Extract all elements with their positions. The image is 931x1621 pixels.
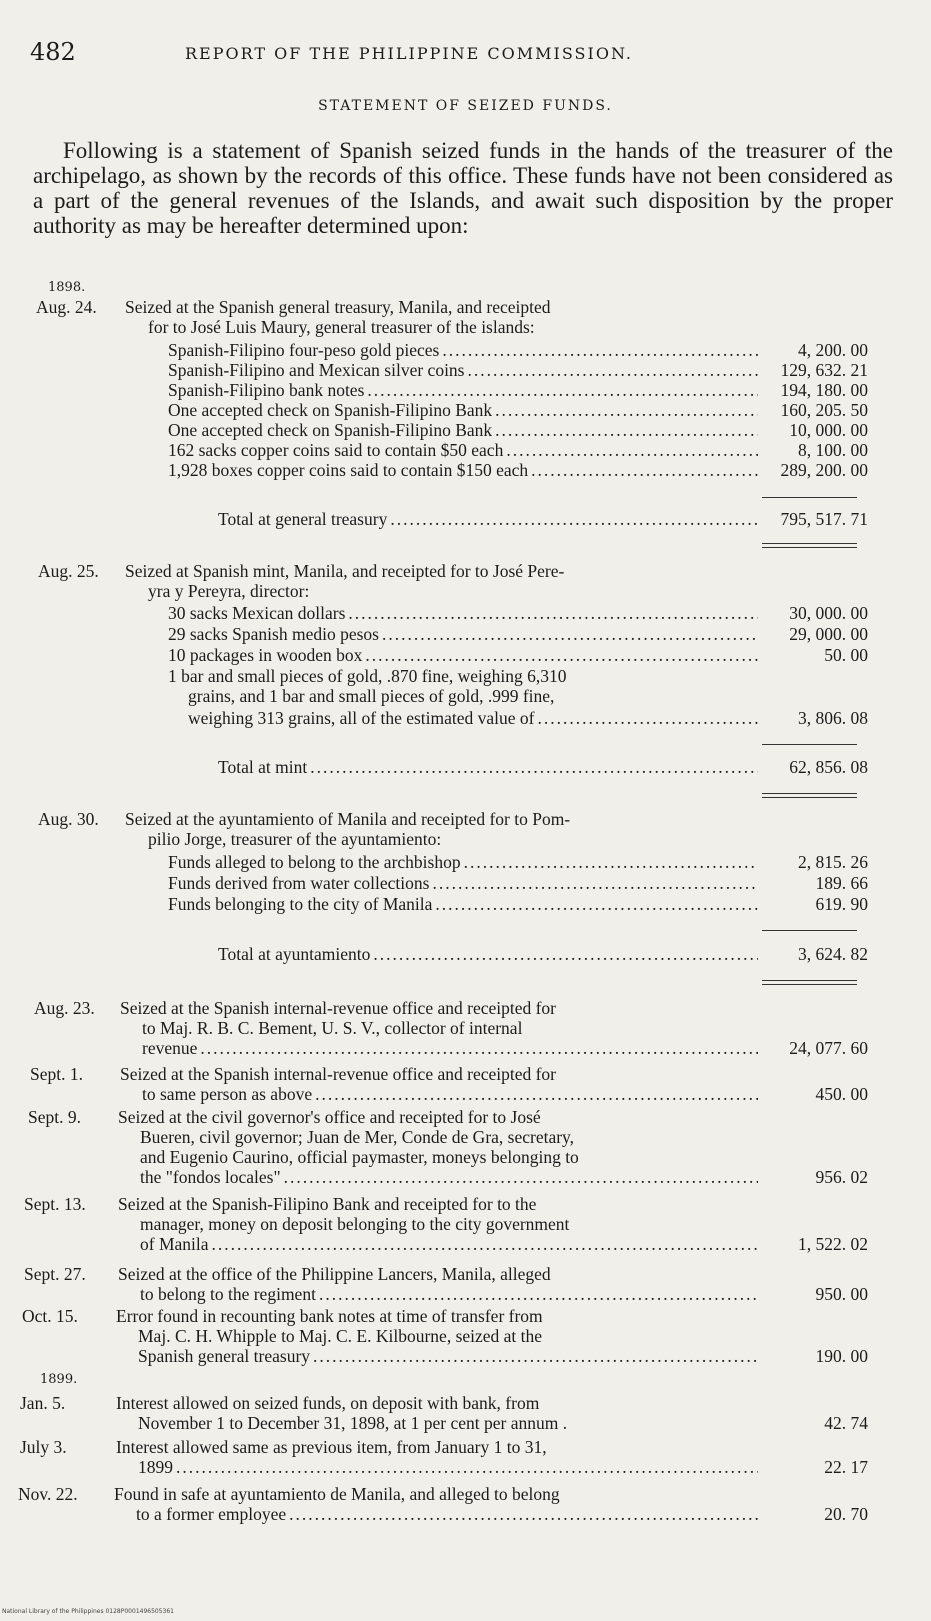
subtotal-rule [762,497,857,498]
line-item-amount: 190. 00 [815,1346,868,1366]
scan-footer: National Library of the Philippines 0128P0001496505361 [2,1608,174,1615]
line-item [168,894,758,914]
line-item [168,624,758,644]
running-title: REPORT OF THE PHILIPPINE COMMISSION. [185,44,634,63]
total-amount: 795, 517. 71 [780,509,868,529]
line-item-amount: 24, 077. 60 [789,1038,868,1058]
dot-leader [364,380,758,400]
line-item-amount: 29, 000. 00 [789,624,868,644]
entry-description: Found in safe at ayuntamiento de Manila, and alleged to belong [114,1484,560,1504]
entry-description: manager, money on deposit belonging to the city government [140,1214,570,1234]
intro-paragraph: Following is a statement of Spanish seized funds in the hands of the treasurer of the archipelago, as shown by the records of this office. These funds have not been considered as a part of the general revenues of the Islands, and await such disposition by the proper authority as may be hereafter determined upon: [33,138,893,238]
line-item-label: Spanish-Filipino bank notes [168,380,365,400]
entry-date: Sept. 1. [30,1064,83,1084]
entry-date: Aug. 23. [34,998,95,1018]
line-item-label: Spanish general treasury [138,1346,311,1366]
line-item-label: One accepted check on Spanish-Filipino Bank [168,400,493,420]
total-double-rule [762,793,857,798]
line-item-amount: 50. 00 [824,645,868,665]
line-item-amount: 22. 17 [824,1457,868,1477]
line-item-amount: 956. 02 [815,1167,868,1187]
line-item-label: Funds belonging to the city of Manila [168,894,433,914]
entry-date: Jan. 5. [20,1393,66,1413]
dot-leader [362,645,758,665]
dot-leader [432,894,758,914]
line-item-label: to belong to the regiment [140,1284,316,1304]
line-item [168,380,758,400]
entry-description: to Maj. R. B. C. Bement, U. S. V., collector of internal [142,1018,523,1038]
line-item [140,1167,758,1187]
entry-description: for to José Luis Maury, general treasurer of the islands: [148,317,535,337]
entry-description: Seized at Spanish mint, Manila, and receipted for to José Pere- [125,561,565,581]
total-row [218,757,758,777]
entry-description: and Eugenio Caurino, official paymaster, moneys belonging to [140,1147,579,1167]
section-title: STATEMENT OF SEIZED FUNDS. [318,98,613,114]
entry-date: Sept. 9. [28,1107,81,1127]
total-double-rule [762,543,857,548]
dot-leader [281,1167,758,1187]
line-item-label: of Manila [140,1234,209,1254]
dot-leader [370,944,758,964]
entry-date: Sept. 27. [24,1264,86,1284]
line-item [168,420,758,440]
line-item-amount: 20. 70 [824,1504,868,1524]
line-item [188,708,758,728]
line-item-label: to a former employee [136,1504,287,1524]
total-amount: 62, 856. 08 [789,757,868,777]
entry-description: November 1 to December 31, 1898, at 1 per cent per annum . [138,1413,568,1433]
dot-leader [465,360,759,380]
entry-description: Seized at the Spanish internal-revenue office and receipted for [120,1064,557,1084]
dot-leader [429,873,758,893]
entry-date: Sept. 13. [24,1194,86,1214]
line-item [138,1346,758,1366]
dot-leader [312,1084,758,1104]
line-item-amount: 129, 632. 21 [780,360,868,380]
entry-description: yra y Pereyra, director: [148,581,310,601]
entry-description: Seized at the civil governor's office and receipted for to José [118,1107,541,1127]
total-double-rule [762,980,857,985]
entry-description: pilio Jorge, treasurer of the ayuntamiento: [148,829,442,849]
line-item-amount: 2, 815. 26 [798,852,868,872]
line-item-amount: 619. 90 [815,894,868,914]
line-item-amount: 42. 74 [824,1413,868,1433]
dot-leader [173,1457,758,1477]
line-item-label: 1899 [138,1457,173,1477]
line-item-label: the "fondos locales" [140,1167,281,1187]
line-item [168,645,758,665]
line-item [168,340,758,360]
line-item-amount: 10, 000. 00 [789,420,868,440]
line-item [168,360,758,380]
entry-description: Seized at the Spanish internal-revenue office and receipted for [120,998,557,1018]
entry-date: Aug. 25. [38,561,99,581]
total-amount: 3, 624. 82 [798,944,868,964]
dot-leader [379,624,758,644]
entry-description: Interest allowed on seized funds, on deposit with bank, from [116,1393,540,1413]
line-item-label: Spanish-Filipino four-peso gold pieces [168,340,440,360]
line-item-amount: 450. 00 [815,1084,868,1104]
entry-description: Seized at the Spanish general treasury, Manila, and receipted [125,297,551,317]
line-item-label: 1,928 boxes copper coins said to contain $150 each [168,460,529,480]
line-item-amount: 950. 00 [815,1284,868,1304]
total-label: Total at general treasury [218,509,388,529]
entry-date: Oct. 15. [22,1306,78,1326]
subtotal-rule [762,930,857,931]
page-number: 482 [30,38,76,66]
line-item [138,1457,758,1477]
line-item-label: 162 sacks copper coins said to contain $50 each [168,440,504,460]
dot-leader [307,757,758,777]
line-item [168,852,758,872]
line-item-label: 10 packages in wooden box [168,645,363,665]
entry-date: Aug. 30. [38,809,99,829]
dot-leader [209,1234,758,1254]
entry-description: Seized at the ayuntamiento of Manila and receipted for to Pom- [125,809,571,829]
dot-leader [286,1504,758,1524]
gold-description: grains, and 1 bar and small pieces of gold, .999 fine, [188,686,555,706]
line-item [168,873,758,893]
line-item [136,1504,758,1524]
line-item-amount: 3, 806. 08 [798,708,868,728]
line-item-amount: 30, 000. 00 [789,603,868,623]
dot-leader [439,340,758,360]
line-item [142,1038,758,1058]
entry-description: Seized at the Spanish-Filipino Bank and receipted for to the [118,1194,537,1214]
total-label: Total at mint [218,757,308,777]
entry-date: Nov. 22. [18,1484,78,1504]
dot-leader [387,509,758,529]
line-item [168,440,758,460]
line-item-label: One accepted check on Spanish-Filipino Bank [168,420,493,440]
line-item-amount: 189. 66 [815,873,868,893]
line-item [168,400,758,420]
dot-leader [345,603,758,623]
entry-description: Interest allowed same as previous item, from January 1 to 31, [116,1437,547,1457]
entry-date: Aug. 24. [36,297,97,317]
entry-date: July 3. [20,1437,67,1457]
line-item-amount: 194, 180. 00 [780,380,868,400]
line-item-label: Spanish-Filipino and Mexican silver coins [168,360,465,380]
dot-leader [316,1284,758,1304]
total-row [218,509,758,529]
line-item-label: to same person as above [142,1084,313,1104]
line-item-label: 30 sacks Mexican dollars [168,603,346,623]
dot-leader [461,852,758,872]
gold-description: 1 bar and small pieces of gold, .870 fine, weighing 6,310 [168,666,567,686]
line-item-amount: 160, 205. 50 [780,400,868,420]
line-item-label: Funds derived from water collections [168,873,430,893]
line-item-amount: 4, 200. 00 [798,340,868,360]
total-label: Total at ayuntamiento [218,944,371,964]
subtotal-rule [762,744,857,745]
line-item [142,1084,758,1104]
dot-leader [310,1346,758,1366]
dot-leader [197,1038,758,1058]
line-item [140,1284,758,1304]
line-item-amount: 1, 522. 02 [798,1234,868,1254]
line-item [168,460,758,480]
line-item-label: revenue [142,1038,198,1058]
line-item-label: Funds alleged to belong to the archbishop [168,852,461,872]
total-row [218,944,758,964]
entry-description: Bueren, civil governor; Juan de Mer, Conde de Gra, secretary, [140,1127,575,1147]
entry-description: Error found in recounting bank notes at time of transfer from [116,1306,543,1326]
line-item [168,603,758,623]
line-item-amount: 8, 100. 00 [798,440,868,460]
year-label-1899: 1899. [40,1372,78,1387]
year-label-1898: 1898. [48,280,86,295]
line-item-amount: 289, 200. 00 [780,460,868,480]
line-item-label: weighing 313 grains, all of the estimated value of [188,708,535,728]
line-item-label: 29 sacks Spanish medio pesos [168,624,379,644]
entry-description: Maj. C. H. Whipple to Maj. C. E. Kilbourne, seized at the [138,1326,543,1346]
entry-description: Seized at the office of the Philippine Lancers, Manila, alleged [118,1264,551,1284]
line-item [140,1234,758,1254]
